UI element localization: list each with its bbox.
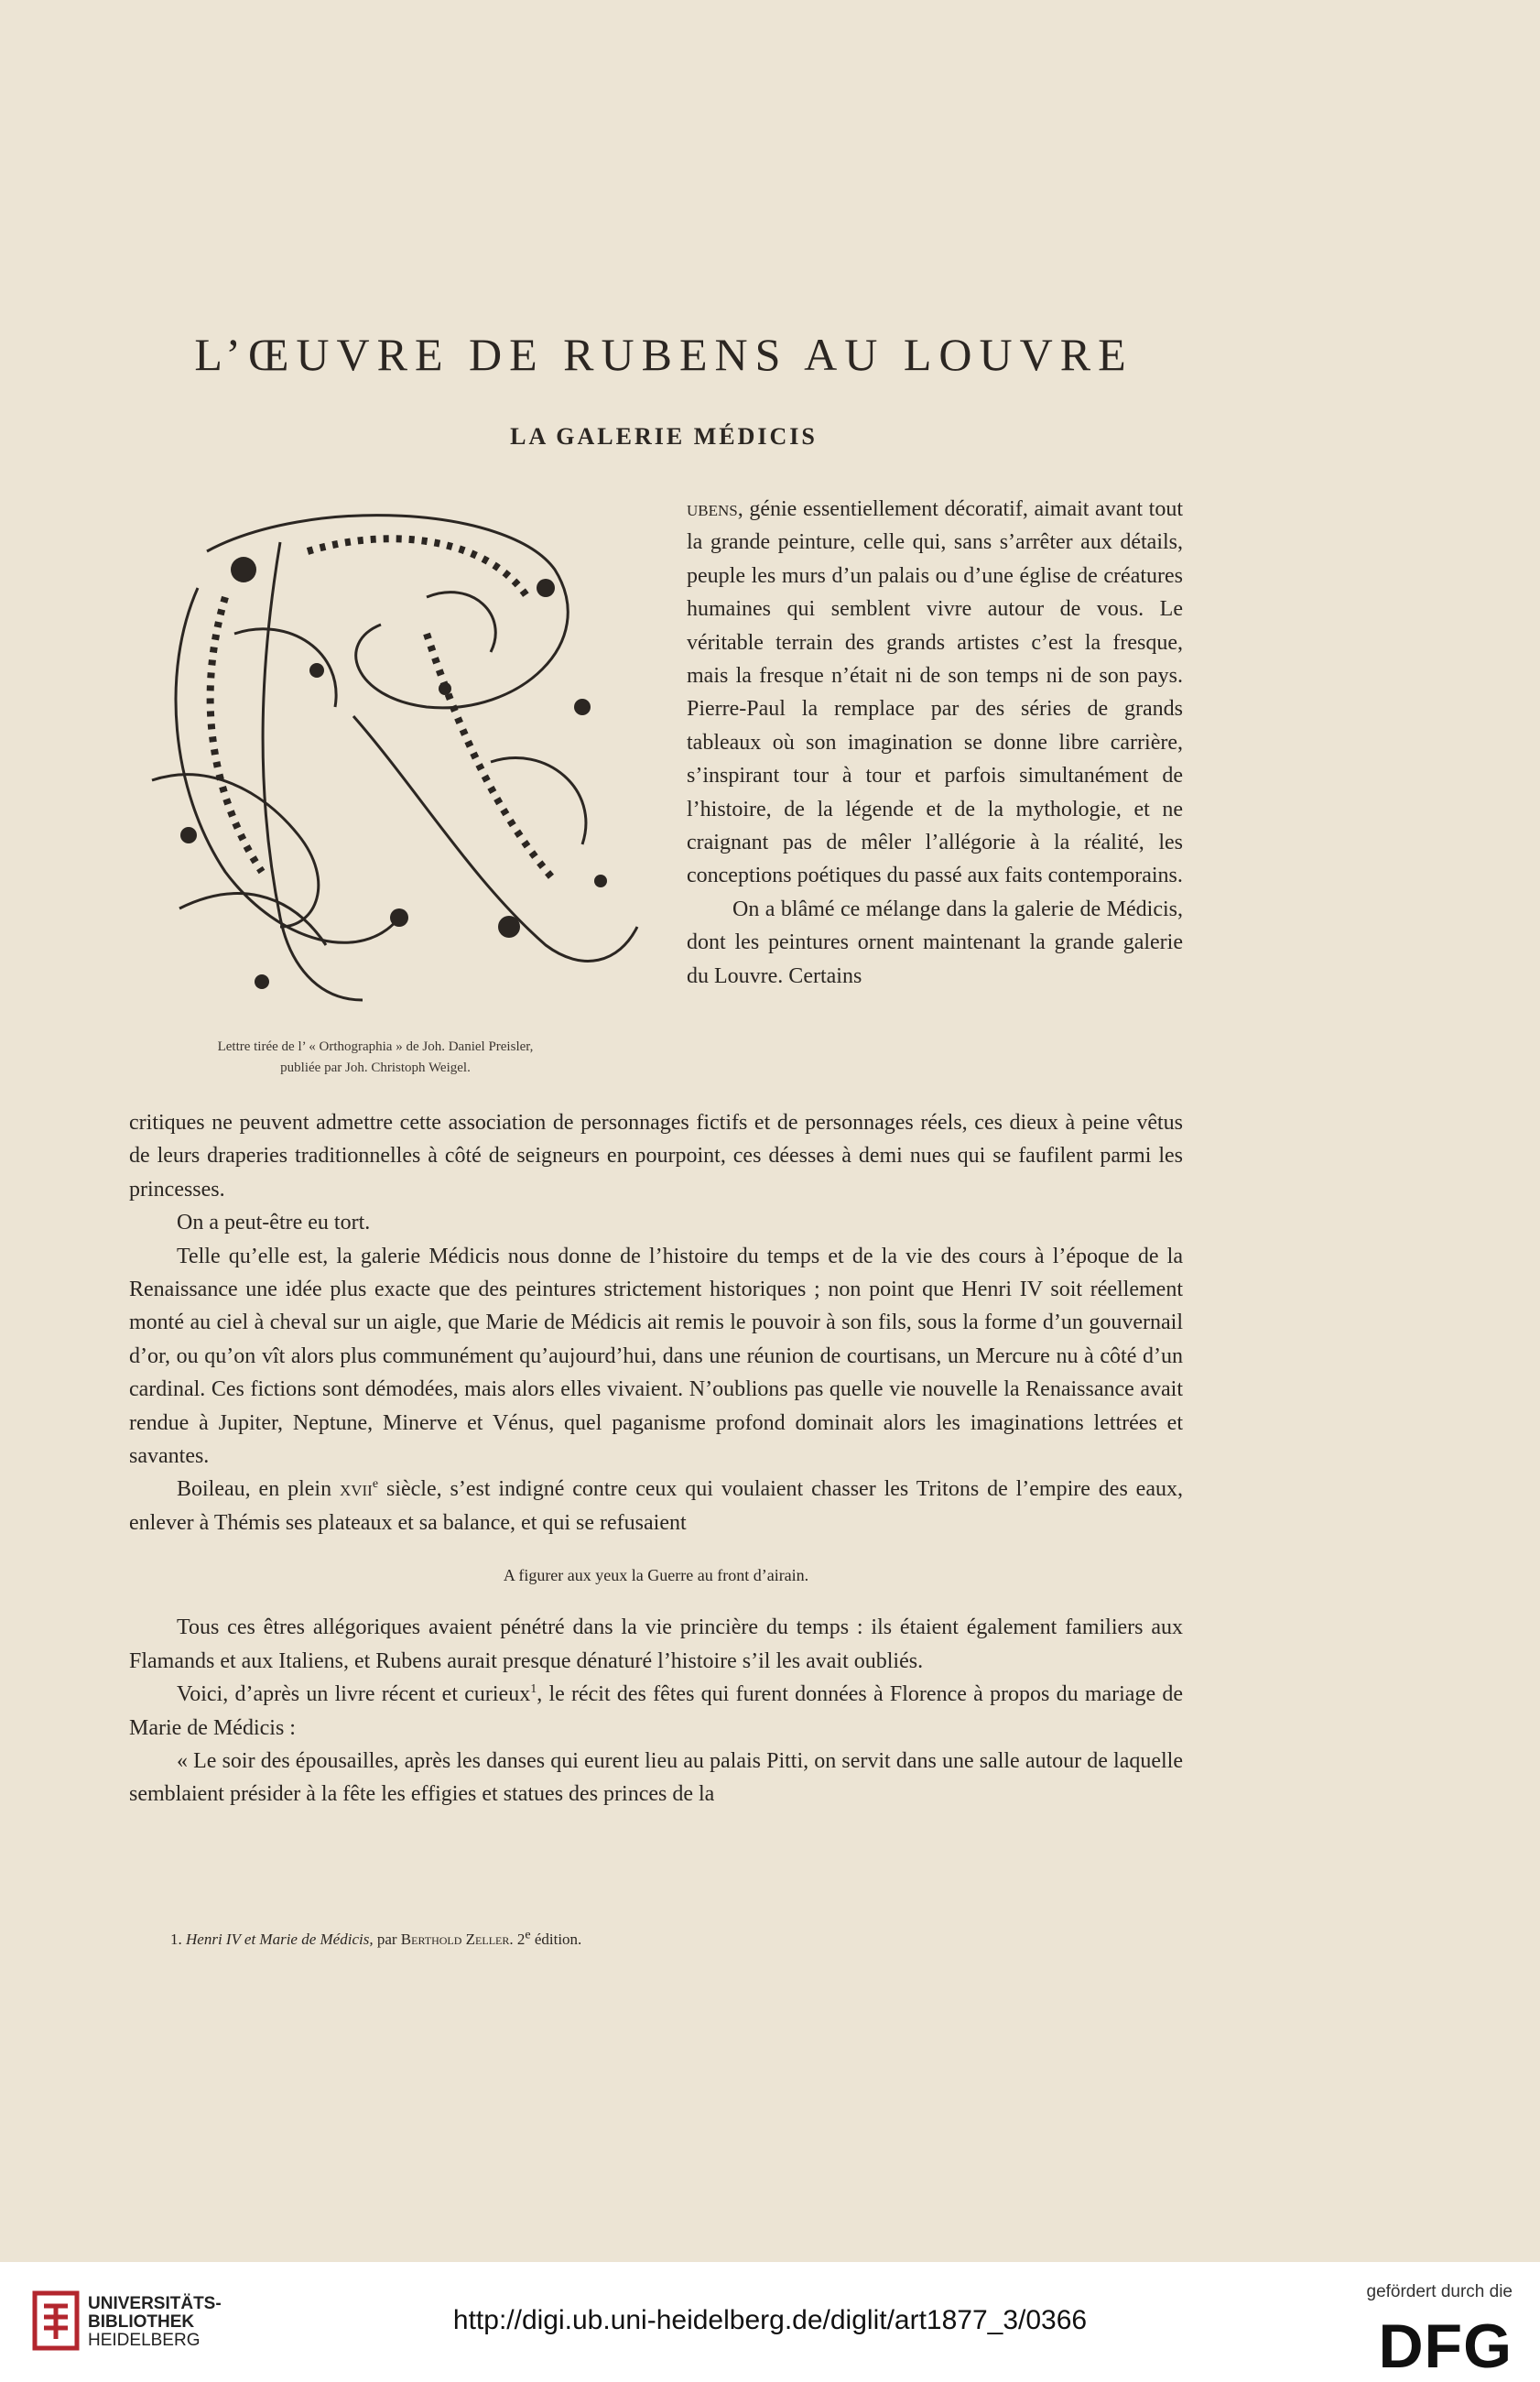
intro-column bbox=[687, 493, 1183, 993]
article-subtitle: LA GALERIE MÉDICIS bbox=[510, 423, 818, 450]
caption-line-2: publiée par Joh. Christoph Weigel. bbox=[280, 1060, 471, 1075]
footnote: 1. Henri IV et Marie de Médicis, par Berthold Zeller. 2e édition. bbox=[170, 1928, 582, 1948]
viewer-footer bbox=[0, 2262, 1540, 2382]
ornamental-initial-r-illustration bbox=[125, 487, 656, 1018]
article-body bbox=[129, 1106, 1183, 1811]
funding-label: gefördert durch die bbox=[1366, 2282, 1513, 2301]
drop-cap-continuation: ubens bbox=[687, 497, 738, 521]
intro-paragraph-2: On a blâmé ce mélange dans la galerie de Médicis, dont les peintures ornent maintenant la grande galerie du Louvre. Certains bbox=[687, 897, 1183, 988]
body-paragraph: Telle qu’elle est, la galerie Médicis nous donne de l’histoire du temps et de la vie des cours à l’époque de la Renaissance une idée plus exacte que des peintures strictement historiques ; non point que Henri IV soit réellement monté au ciel à cheval sur un aigle, que Marie de Médicis ait remis le pouvoir à son fils, sous la forme d’un gouvernail d’or, ou qu’on vît alors plus communément qu’aujourd’hui, dans une réunion de courtisans, un Mercure nu à côté d’un cardinal. Ces fictions sont démodées, mais alors elles vivaient. N’oublions pas quelle vie nouvelle la Renaissance avait rendue à Jupiter, Neptune, Minerve et Vénus, quel paganisme profond dominait alors les imaginations lettrées et savantes. bbox=[129, 1244, 1183, 1469]
intro-paragraph-1 bbox=[687, 493, 1183, 893]
footnote-book-title: Henri IV et Marie de Médicis, bbox=[186, 1931, 374, 1948]
footnote-reference: 1 bbox=[530, 1682, 537, 1697]
caption-line-1: Lettre tirée de l’ « Orthographia » de Joh. Daniel Preisler, bbox=[217, 1039, 534, 1054]
century-numeral: xvii bbox=[339, 1477, 373, 1502]
body-paragraph: Voici, d’après un livre récent et curieux$^1$, le récit des fêtes qui furent données à Florence à propos du mariage de Marie de Médicis : bbox=[129, 1682, 1183, 1740]
body-paragraph: On a peut-être eu tort. bbox=[177, 1211, 371, 1235]
illustration-caption bbox=[119, 1037, 632, 1079]
intro-paragraph-1-text: , génie essentiellement décoratif, aimait avant tout la grande peinture, celle qui, sans s’arrêter aux détails, peuple les murs d’un palais ou d’une église de créatures humaines qui semblent vivre autour de vous. Le véritable terrain des grands artistes c’est la fresque, mais la fresque n’était ni de son temps ni de son pays. Pierre-Paul la remplace par des séries de grands tableaux où son imagination se donne libre carrière, s’inspirant tour à tour et parfois simultanément de l’histoire, de la légende et de la mythologie, et ne craignant pas de mêler l’allégorie à la réalité, les conceptions poétiques du passé aux faits contemporains. bbox=[687, 497, 1183, 888]
body-paragraph-continuation: critiques ne peuvent admettre cette association de personnages fictifs et de personnages réels, ces dieux à peine vêtus de leurs draperies traditionnelles à côté de seigneurs en pourpoint, ces déesses à demi nues qui se faufilent parmi les princesses. bbox=[129, 1111, 1183, 1202]
permalink-url[interactable]: http://digi.ub.uni-heidelberg.de/diglit/art1877_3/0366 bbox=[452, 2305, 1088, 2335]
superscript: e bbox=[372, 1477, 379, 1492]
verse-quote: A figurer aux yeux la Guerre au front d’airain. bbox=[503, 1566, 809, 1585]
body-paragraph: Boileau, en plein xvii$^e$ siècle, s’est indigné contre ceux qui voulaient chasser les Tritons de l’empire des eaux, enlever à Thémis ses plateaux et sa balance, et qui se refusaient bbox=[129, 1477, 1183, 1535]
university-library-name[interactable]: UNIVERSITÄTS- BIBLIOTHEK HEIDELBERG bbox=[88, 2294, 222, 2350]
dfg-logo[interactable]: DFG bbox=[1378, 2311, 1513, 2381]
body-paragraph: Tous ces êtres allégoriques avaient pénétré dans la vie princière du temps : ils étaient également familiers aux Flamands et aux Italiens, et Rubens aurait presque dénaturé l’histoire s’il les avait oubliés. bbox=[129, 1615, 1183, 1673]
article-title: L’ŒUVRE DE RUBENS AU LOUVRE bbox=[194, 329, 1133, 380]
body-paragraph: « Le soir des épousailles, après les danses qui eurent lieu au palais Pitti, on servit dans une salle autour de laquelle semblaient présider à la fête les effigies et statues des princes de la bbox=[129, 1748, 1183, 1807]
footnote-author: Berthold Zeller bbox=[400, 1931, 510, 1948]
